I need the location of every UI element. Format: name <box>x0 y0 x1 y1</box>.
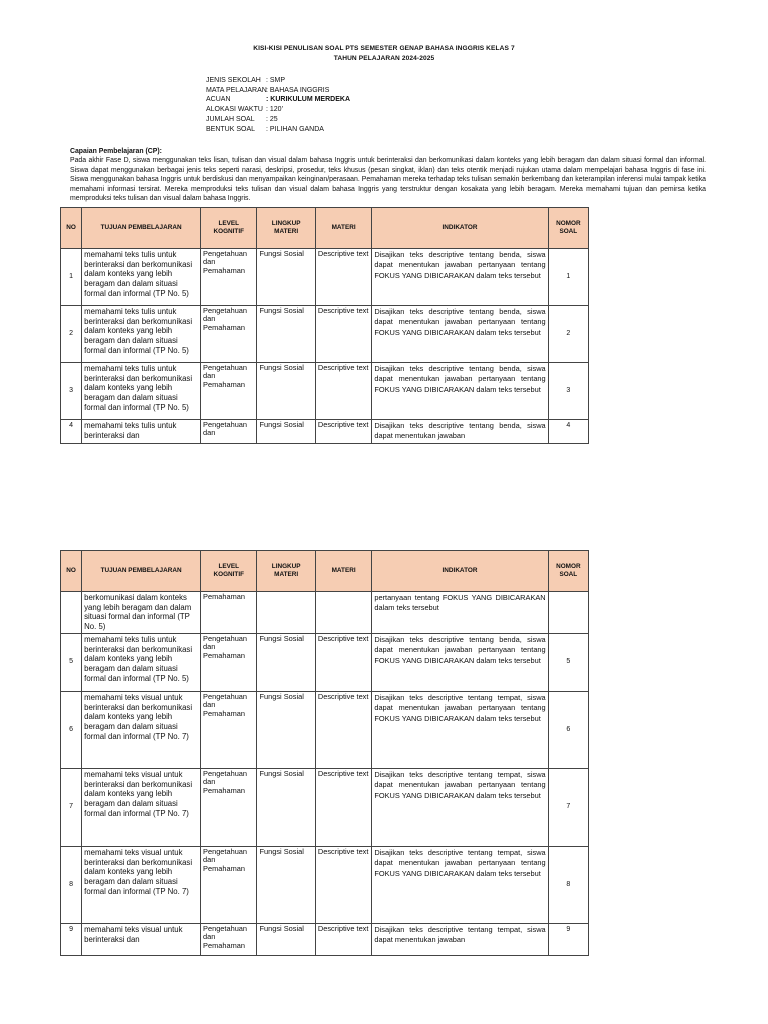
meta-key: BENTUK SOAL <box>206 125 256 133</box>
meta-key: ACUAN <box>206 96 231 104</box>
cell-level: Pengetahuan dan Pemahaman <box>201 846 257 923</box>
meta-key: JENIS SEKOLAH <box>206 77 261 84</box>
cell-indikator: Disajikan teks descriptive tentang tempat, siswa dapat menentukan jawaban pertanyaan tentang FOKUS YANG DIBICARAKAN dalam teks tersebut <box>372 768 548 846</box>
table-row <box>61 691 589 768</box>
cell-no: 7 <box>61 768 82 846</box>
cell-indikator: Disajikan teks descriptive tentang tempat, siswa dapat menentukan jawaban <box>372 923 548 955</box>
cell-no: 4 <box>61 420 82 444</box>
cell-nomor: 2 <box>548 306 588 363</box>
cell-tujuan: memahami teks tulis untuk berinteraksi dan <box>82 420 201 444</box>
header-lingkup: LINGKUP MATERI <box>257 208 315 249</box>
cell-nomor: 1 <box>548 249 588 306</box>
cell-level: Pengetahuan dan Pemahaman <box>201 249 257 306</box>
cell-no: 9 <box>61 923 82 955</box>
cell-materi: Descriptive text <box>315 306 371 363</box>
cell-materi <box>315 592 371 634</box>
header-no: NO <box>61 208 82 249</box>
cell-lingkup: Fungsi Sosial <box>257 691 315 768</box>
header-materi: MATERI <box>315 551 371 592</box>
meta-row <box>206 125 350 135</box>
kisi-table-1 <box>60 207 589 444</box>
cell-tujuan: memahami teks visual untuk berinteraksi dan <box>82 923 201 955</box>
cell-no: 5 <box>61 633 82 691</box>
cell-tujuan: memahami teks visual untuk berinteraksi dan berkomunikasi dalam konteks yang lebih beragam dan dalam situasi formal dan informal (TP No. 7) <box>82 768 201 846</box>
cell-lingkup: Fungsi Sosial <box>257 846 315 923</box>
cell-materi: Descriptive text <box>315 768 371 846</box>
cell-tujuan: memahami teks tulis untuk berinteraksi dan berkomunikasi dalam konteks yang lebih beragam dan dalam situasi formal dan informal (TP No. 5) <box>82 249 201 306</box>
capaian-pembelajaran <box>70 147 706 203</box>
cell-materi: Descriptive text <box>315 691 371 768</box>
table-row <box>61 592 589 634</box>
cell-level: Pengetahuan dan Pemahaman <box>201 633 257 691</box>
cell-nomor: 8 <box>548 846 588 923</box>
cell-indikator: Disajikan teks descriptive tentang benda, siswa dapat menentukan jawaban pertanyaan tentang FOKUS YANG DIBICARAKAN dalam teks tersebut <box>372 306 548 363</box>
table-row <box>61 249 589 306</box>
cell-tujuan: memahami teks visual untuk berinteraksi dan berkomunikasi dalam konteks yang lebih beragam dan dalam situasi formal dan informal (TP No. 7) <box>82 846 201 923</box>
table-row <box>61 363 589 420</box>
cell-lingkup: Fungsi Sosial <box>257 363 315 420</box>
title-line-2: TAHUN PELAJARAN 2024-2025 <box>333 55 435 62</box>
table-row <box>61 768 589 846</box>
header-indikator: INDIKATOR <box>372 551 548 592</box>
cell-indikator: pertanyaan tentang FOKUS YANG DIBICARAKAN dalam teks tersebut <box>372 592 548 634</box>
cell-level: Pengetahuan dan Pemahaman <box>201 923 257 955</box>
cell-nomor: 5 <box>548 633 588 691</box>
table-header-row <box>61 208 589 249</box>
cell-level: Pengetahuan dan Pemahaman <box>201 363 257 420</box>
header-tujuan: TUJUAN PEMBELAJARAN <box>82 208 201 249</box>
cell-lingkup: Fungsi Sosial <box>257 923 315 955</box>
header-nomor: NOMOR SOAL <box>548 551 588 592</box>
cell-indikator: Disajikan teks descriptive tentang benda, siswa dapat menentukan jawaban pertanyaan tentang FOKUS YANG DIBICARAKAN dalam teks tersebut <box>372 363 548 420</box>
meta-row <box>206 95 350 105</box>
cell-tujuan: memahami teks tulis untuk berinteraksi dan berkomunikasi dalam konteks yang lebih beragam dan dalam situasi formal dan informal (TP No. 5) <box>82 306 201 363</box>
cell-no <box>61 592 82 634</box>
cp-title: Capaian Pembelajaran (CP): <box>70 148 162 155</box>
table-row <box>61 306 589 363</box>
table-row <box>61 420 589 444</box>
cell-no: 2 <box>61 306 82 363</box>
document-title <box>0 44 768 64</box>
meta-row <box>206 76 350 86</box>
meta-key: ALOKASI WAKTU <box>206 106 263 114</box>
header-lingkup: LINGKUP MATERI <box>257 551 315 592</box>
table-header-row <box>61 551 589 592</box>
cell-materi: Descriptive text <box>315 363 371 420</box>
header-tujuan: TUJUAN PEMBELAJARAN <box>82 551 201 592</box>
kisi-table-2 <box>60 550 589 956</box>
cell-lingkup: Fungsi Sosial <box>257 633 315 691</box>
header-level: LEVEL KOGNITIF <box>201 551 257 592</box>
cell-level: Pengetahuan dan Pemahaman <box>201 768 257 846</box>
header-indikator: INDIKATOR <box>372 208 548 249</box>
meta-value: : BAHASA INGGRIS <box>266 86 330 94</box>
header-materi: MATERI <box>315 208 371 249</box>
cell-lingkup: Fungsi Sosial <box>257 249 315 306</box>
meta-value: : KURIKULUM MERDEKA <box>266 96 350 104</box>
table-row <box>61 923 589 955</box>
header-nomor: NOMOR SOAL <box>548 208 588 249</box>
cell-indikator: Disajikan teks descriptive tentang tempat, siswa dapat menentukan jawaban pertanyaan tentang FOKUS YANG DIBICARAKAN dalam teks tersebut <box>372 691 548 768</box>
cell-nomor: 4 <box>548 420 588 444</box>
cell-materi: Descriptive text <box>315 846 371 923</box>
cell-materi: Descriptive text <box>315 249 371 306</box>
meta-value: : 120’ <box>266 106 284 114</box>
cell-no: 8 <box>61 846 82 923</box>
meta-value: : 25 <box>266 115 278 123</box>
meta-value: : SMP <box>266 77 286 84</box>
cell-lingkup: Fungsi Sosial <box>257 420 315 444</box>
cell-materi: Descriptive text <box>315 633 371 691</box>
cell-indikator: Disajikan teks descriptive tentang benda, siswa dapat menentukan jawaban pertanyaan tentang FOKUS YANG DIBICARAKAN dalam teks tersebut <box>372 633 548 691</box>
cell-no: 3 <box>61 363 82 420</box>
table-row <box>61 846 589 923</box>
header-level: LEVEL KOGNITIF <box>201 208 257 249</box>
cell-lingkup <box>257 592 315 634</box>
cell-tujuan: memahami teks visual untuk berinteraksi dan berkomunikasi dalam konteks yang lebih beragam dan dalam situasi formal dan informal (TP No. 7) <box>82 691 201 768</box>
cell-level: Pengetahuan dan Pemahaman <box>201 691 257 768</box>
cell-indikator: Disajikan teks descriptive tentang tempat, siswa dapat menentukan jawaban pertanyaan tentang FOKUS YANG DIBICARAKAN dalam teks tersebut <box>372 846 548 923</box>
cell-indikator: Disajikan teks descriptive tentang benda, siswa dapat menentukan jawaban pertanyaan tentang FOKUS YANG DIBICARAKAN dalam teks tersebut <box>372 249 548 306</box>
cell-lingkup: Fungsi Sosial <box>257 306 315 363</box>
cell-no: 1 <box>61 249 82 306</box>
cell-level: Pemahaman <box>201 592 257 634</box>
document-meta <box>206 76 350 134</box>
meta-value: : PILIHAN GANDA <box>266 125 324 133</box>
cell-indikator: Disajikan teks descriptive tentang benda, siswa dapat menentukan jawaban <box>372 420 548 444</box>
meta-key: MATA PELAJARAN <box>206 86 267 94</box>
cell-nomor: 9 <box>548 923 588 955</box>
table-row <box>61 633 589 691</box>
cell-level: Pengetahuan dan Pemahaman <box>201 306 257 363</box>
cell-nomor: 7 <box>548 768 588 846</box>
cell-tujuan: memahami teks tulis untuk berinteraksi dan berkomunikasi dalam konteks yang lebih beragam dan dalam situasi formal dan informal (TP No. 5) <box>82 633 201 691</box>
cell-nomor <box>548 592 588 634</box>
cell-materi: Descriptive text <box>315 923 371 955</box>
cell-nomor: 6 <box>548 691 588 768</box>
cp-text: Pada akhir Fase D, siswa menggunakan teks lisan, tulisan dan visual dalam bahasa Inggris untuk berinteraksi dan berkomunikasi dalam konteks yang lebih beragam dan dalam situasi formal dan informal. Siswa dapat menggunakan berbagai jenis teks seperti narasi, deskripsi, prosedur, teks khusus (pesan singkat, iklan) dan teks otentik menjadi rujukan utama dalam mempelajari bahasa Inggris di fase ini. Siswa menggunakan bahasa Inggris untuk berdiskusi dan menyampaikan keinginan/perasaan. Pemahaman mereka terhadap teks tulisan semakin berkembang dan keterampilan inferensi mulai tampak ketika memahami informasi tersirat. Mereka memproduksi teks tulisan dan visual dalam bahasa Inggris yang terstruktur dengan kosakata yang lebih beragam. Mereka memahami tujuan dan pemirsa ketika memproduksi teks tulisan dan visual dalam bahasa Inggris. <box>70 157 706 203</box>
cell-nomor: 3 <box>548 363 588 420</box>
cell-tujuan: memahami teks tulis untuk berinteraksi dan berkomunikasi dalam konteks yang lebih beragam dan dalam situasi formal dan informal (TP No. 5) <box>82 363 201 420</box>
header-no: NO <box>61 551 82 592</box>
title-line-1: KISI-KISI PENULISAN SOAL PTS SEMESTER GENAP BAHASA INGGRIS KELAS 7 <box>253 45 515 52</box>
meta-key: JUMLAH SOAL <box>206 115 255 123</box>
meta-row <box>206 86 350 96</box>
meta-row <box>206 105 350 115</box>
cell-level: Pengetahuan dan <box>201 420 257 444</box>
cell-tujuan: berkomunikasi dalam konteks yang lebih beragam dan dalam situasi formal dan informal (TP No. 5) <box>82 592 201 634</box>
meta-row <box>206 115 350 125</box>
cell-lingkup: Fungsi Sosial <box>257 768 315 846</box>
cell-materi: Descriptive text <box>315 420 371 444</box>
cell-no: 6 <box>61 691 82 768</box>
